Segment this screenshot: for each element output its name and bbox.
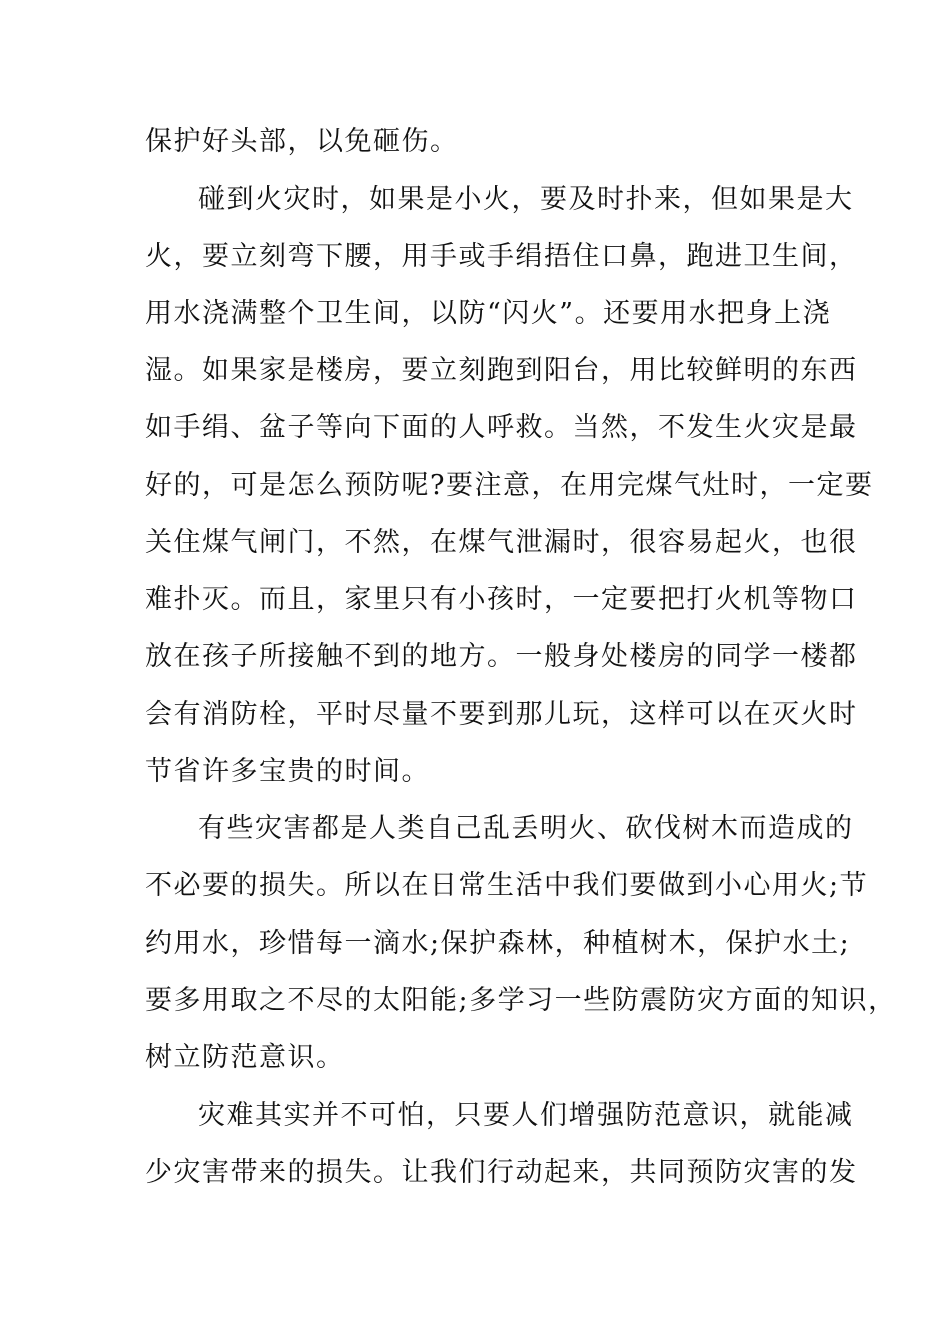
- text-line: 不必要的损失。所以在日常生活中我们要做到小心用火;节: [145, 870, 869, 901]
- text-line: 约用水，珍惜每一滴水;保护森林，种植树木，保护水土;: [145, 928, 851, 959]
- text-line: 树立防范意识。: [145, 1042, 345, 1073]
- paragraph-first-line: 灾难其实并不可怕，只要人们增强防范意识，就能减: [198, 1100, 854, 1131]
- text-line: 关住煤气闸门，不然，在煤气泄漏时，很容易起火，也很: [145, 527, 858, 558]
- text-line: 要多用取之不尽的太阳能;多学习一些防震防灾方面的知识，: [145, 985, 897, 1016]
- text-line: 好的，可是怎么预防呢?要注意，在用完煤气灶时，一定要: [145, 470, 874, 501]
- paragraph-first-line: 碰到火灾时，如果是小火，要及时扑来，但如果是大: [198, 184, 854, 215]
- text-line: 会有消防栓，平时尽量不要到那儿玩，这样可以在灭火时: [145, 699, 858, 730]
- text-line: 放在孩子所接触不到的地方。一般身处楼房的同学一楼都: [145, 641, 858, 672]
- text-line: 火，要立刻弯下腰，用手或手绢捂住口鼻，跑进卫生间，: [145, 241, 858, 272]
- paragraph-first-line: 有些灾害都是人类自己乱丢明火、砍伐树木而造成的: [198, 813, 854, 844]
- text-line: 湿。如果家是楼房，要立刻跑到阳台，用比较鲜明的东西: [145, 355, 858, 386]
- text-line: 节省许多宝贵的时间。: [145, 756, 430, 787]
- text-line: 难扑灭。而且，家里只有小孩时，一定要把打火机等物口: [145, 584, 858, 615]
- text-line: 用水浇满整个卫生间，以防“闪火”。还要用水把身上浇: [145, 298, 832, 329]
- text-line: 如手绢、盆子等向下面的人呼救。当然，不发生火灾是最: [145, 412, 858, 443]
- text-line: 少灾害带来的损失。让我们行动起来，共同预防灾害的发: [145, 1157, 858, 1188]
- text-line: 保护好头部，以免砸伤。: [145, 126, 459, 157]
